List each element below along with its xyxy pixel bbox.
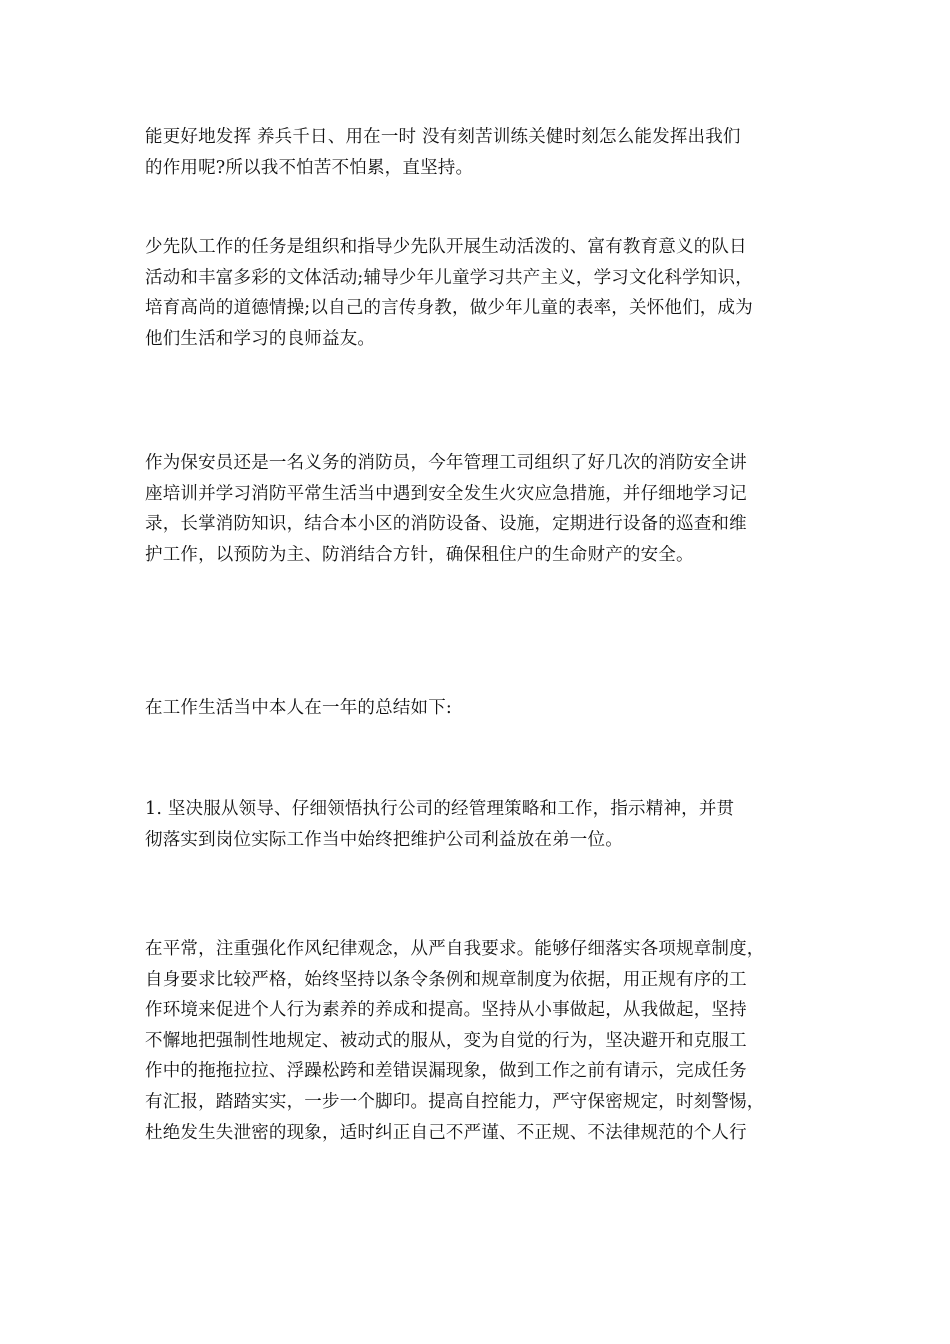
text-line: 不懈地把强制性地规定、被动式的服从，变为自觉的行为，坚决避开和克服工 [145, 1030, 747, 1051]
text-line: 活动和丰富多彩的文体活动;辅导少年儿童学习共产主义，学习文化科学知识， [145, 267, 753, 288]
paragraph-item-1 [145, 794, 835, 855]
text-line: 自身要求比较严格，始终坚持以条令条例和规章制度为依据，用正规有序的工 [145, 969, 747, 990]
paragraph-fire-safety [145, 448, 835, 570]
text-line: 有汇报，踏踏实实，一步一个脚印。提高自控能力，严守保密规定，时刻警惕， [145, 1091, 765, 1112]
text-line: 培育高尚的道德情操;以自己的言传身教，做少年儿童的表率，关怀他们，成为 [145, 298, 753, 319]
text-line: 作环境来促进个人行为素养的养成和提高。坚持从小事做起，从我做起，坚持 [145, 1000, 747, 1021]
text-line: 能更好地发挥 养兵千日、用在一时 没有刻苦训练关健时刻怎么能发挥出我们 [145, 127, 741, 147]
text-line: 的作用呢?所以我不怕苦不怕累，直坚持。 [145, 157, 474, 178]
text-line: 在工作生活当中本人在一年的总结如下: [145, 698, 452, 718]
text-line: 杜绝发生失泄密的现象，适时纠正自己不严谨、不正规、不法律规范的个人行 [145, 1122, 747, 1143]
paragraph-summary-intro [145, 693, 835, 724]
text-line: 座培训并学习消防平常生活当中遇到安全发生火灾应急措施，并仔细地学习记 [145, 483, 747, 504]
text-line: 护工作，以预防为主、防消结合方针，确保租住户的生命财产的安全。 [145, 544, 694, 565]
text-line: 作中的拖拖拉拉、浮躁松跨和差错误漏现象，做到工作之前有请示，完成任务 [145, 1061, 747, 1082]
text-line: 少先队工作的任务是组织和指导少先队开展生动活泼的、富有教育意义的队日 [145, 237, 747, 257]
text-line: 1. 坚决服从领导、仔细领悟执行公司的经管理策略和工作，指示精神，并贯 [145, 799, 735, 819]
text-line: 他们生活和学习的良师益友。 [145, 328, 376, 349]
paragraph-young-pioneers [145, 232, 835, 354]
text-line: 录，长掌消防知识，结合本小区的消防设备、设施，定期进行设备的巡查和维 [145, 514, 747, 535]
text-line: 在平常，注重强化作风纪律观念，从严自我要求。能够仔细落实各项规章制度， [145, 939, 765, 959]
paragraph-continuation [145, 122, 835, 183]
text-line: 作为保安员还是一名义务的消防员，今年管理工司组织了好几次的消防安全讲 [145, 453, 747, 473]
paragraph-discipline [145, 934, 835, 1148]
text-line: 彻落实到岗位实际工作当中始终把维护公司利益放在弟一位。 [145, 829, 623, 850]
